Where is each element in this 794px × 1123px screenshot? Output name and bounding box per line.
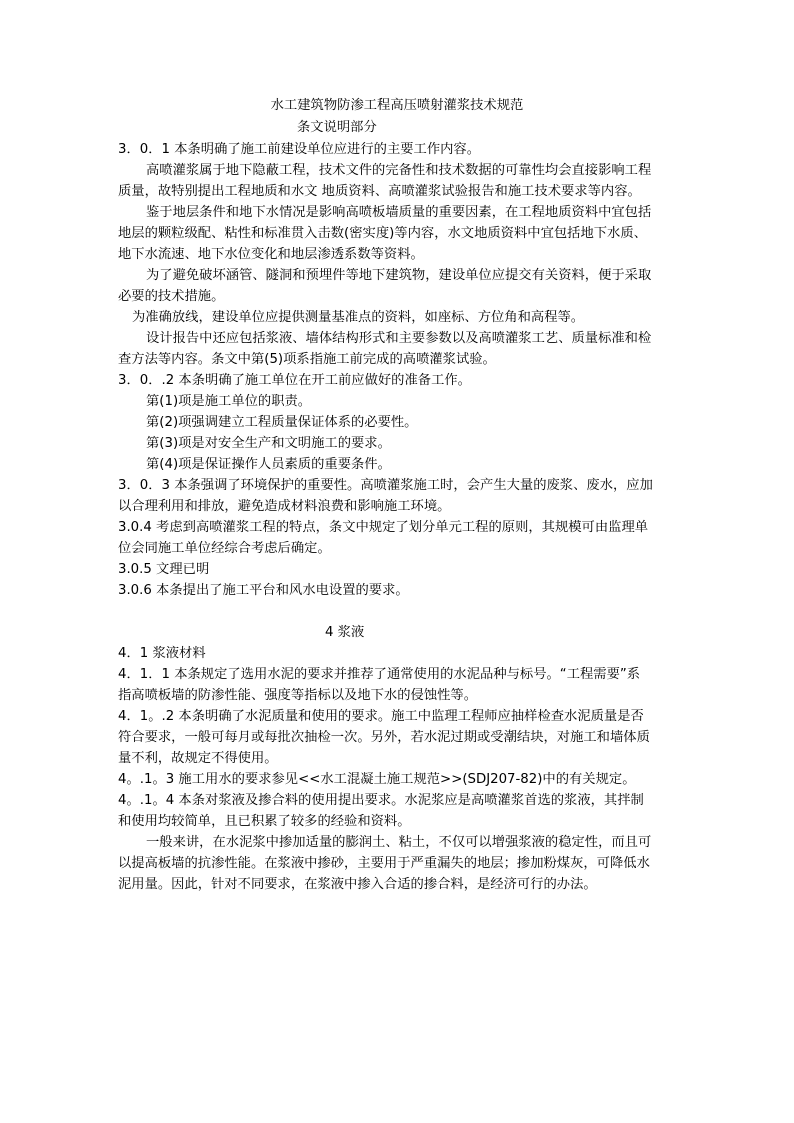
paragraph-line: 位会同施工单位经综合考虑后确定。 [118,541,331,556]
paragraph-line: 量不利，故规定不得使用。 [118,751,278,766]
paragraph-line: 4．1 浆液材料 [118,646,206,661]
paragraph-line: 4。.1。4 本条对浆液及掺合料的使用提出要求。水泥浆应是高喷灌浆首选的浆液，其拌制 [118,793,644,808]
paragraph-line: 以提高板墙的抗渗性能。在浆液中掺砂，主要用于严重漏失的地层；掺加粉煤灰，可降低水 [118,856,650,871]
paragraph-line: 必要的技术措施。 [118,289,225,304]
paragraph-line: 3．0．3 本条强调了环境保护的重要性。高喷灌浆施工时，会产生大量的废浆、废水，应加 [118,478,653,493]
paragraph-line: 第(2)项强调建立工程质量保证体系的必要性。 [146,415,418,430]
paragraph-line: 鉴于地层条件和地下水情况是影响高喷板墙质量的重要因素，在工程地质资料中宜包括 [146,205,652,220]
paragraph-line: 地层的颗粒级配、粘性和标准贯入击数(密实度)等内容，水文地质资料中宜包括地下水质、 [118,226,647,241]
paragraph-line: 指高喷板墙的防渗性能、强度等指标以及地下水的侵蚀性等。 [118,688,478,703]
paragraph-line: 泥用量。因此，针对不同要求，在浆液中掺入合适的掺合料，是经济可行的办法。 [118,877,597,892]
paragraph-line: 第(3)项是对安全生产和文明施工的要求。 [146,436,391,451]
paragraph-line: 3.0.5 文理已明 [118,562,210,577]
document-title: 水工建筑物防渗工程高压喷射灌浆技术规范 [270,98,524,113]
paragraph-line: 3．0．1 本条明确了施工前建设单位应进行的主要工作内容。 [118,142,481,157]
paragraph-line: 和使用均较简单，且已积累了较多的经验和资料。 [118,814,411,829]
paragraph-line: 符合要求，一般可每月或每批次抽检一次。另外，若水泥过期或受潮结块，对施工和墙体质 [118,730,650,745]
paragraph-line: 第(4)项是保证操作人员素质的重要条件。 [146,457,391,472]
paragraph-line: 3．0．.2 本条明确了施工单位在开工前应做好的准备工作。 [118,373,471,388]
paragraph-line: 4。.1。3 施工用水的要求参见<<水工混凝土施工规范>>(SDJ207-82)中的有关规定。 [118,772,636,787]
paragraph-line: 4．1。.2 本条明确了水泥质量和使用的要求。施工中监理工程师应抽样检查水泥质量是否 [118,709,644,724]
paragraph-line: 以合理利用和排放，避免造成材料浪费和影响施工环境。 [118,499,451,514]
paragraph-line: 设计报告中还应包括浆液、墙体结构形式和主要参数以及高喷灌浆工艺、质量标准和检 [146,331,652,346]
paragraph-line: 第(1)项是施工单位的职责。 [146,394,312,409]
paragraph-line: 4．1．1 本条规定了选用水泥的要求并推荐了通常使用的水泥品种与标号。“工程需要”系 [118,667,641,682]
paragraph-line: 一般来讲，在水泥浆中掺加适量的膨润土、粘土，不仅可以增强浆液的稳定性，而且可 [146,835,652,850]
paragraph-line: 为了避免破坏涵管、隧洞和预埋件等地下建筑物，建设单位应提交有关资料，便于采取 [146,268,652,283]
paragraph-line: 地下水流速、地下水位变化和地层渗透系数等资料。 [118,247,424,262]
paragraph-line: 3.0.4 考虑到高喷灌浆工程的特点，条文中规定了划分单元工程的原则，其规模可由监理单 [118,520,649,535]
paragraph-line: 高喷灌浆属于地下隐蔽工程，技术文件的完备性和技术数据的可靠性均会直接影响工程 [146,163,652,178]
document-subtitle: 条文说明部分 [297,120,377,135]
chapter-heading: 4 浆液 [325,625,365,640]
paragraph-line: 为准确放线，建设单位应提供测量基准点的资料，如座标、方位角和高程等。 [132,310,585,325]
paragraph-line: 3.0.6 本条提出了施工平台和风水电设置的要求。 [118,583,409,598]
paragraph-line: 查方法等内容。条文中第(5)项系指施工前完成的高喷灌浆试验。 [118,352,496,367]
paragraph-line: 质量，故特别提出工程地质和水文 地质资料、高喷灌浆试验报告和施工技术要求等内容。 [118,184,641,199]
